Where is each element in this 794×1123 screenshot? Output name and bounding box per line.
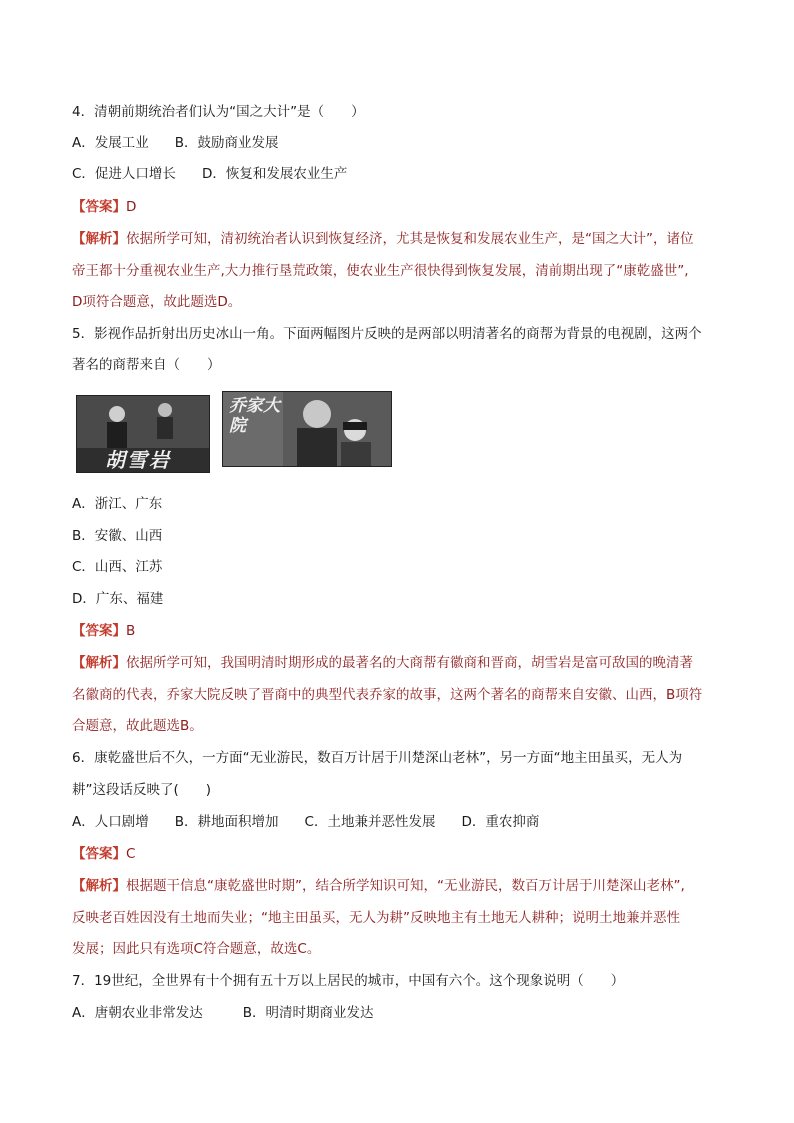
q5-option-a: A．浙江、广东 [72, 496, 163, 512]
poster-right-image [222, 391, 392, 467]
answer-value: D [126, 199, 137, 215]
poster-right-title: 乔家大院 [229, 396, 280, 436]
answer-value: B [126, 623, 136, 639]
q6-options-row [72, 812, 539, 832]
q7-options-row [72, 1003, 374, 1023]
q5-analysis-line3: 合题意，故此题选B。 [72, 718, 203, 734]
q5-stem-line1: 5．影视作品折射出历史冰山一角。下面两幅图片反映的是两部以明清著名的商帮为背景的电视剧，这两个 [72, 326, 702, 342]
q5-stem-line2: 著名的商帮来自（ ） [72, 357, 221, 373]
answer-value: C [126, 846, 136, 862]
q6-analysis-line1: 【解析】根据题干信息“康乾盛世时期”，结合所学知识可知，“无业游民，数百万计居于川楚深山老林”, [72, 878, 685, 894]
q6-answer [72, 844, 135, 864]
analysis-tag: 【解析】 [72, 231, 126, 247]
poster-left-image [76, 395, 210, 473]
answer-tag: 【答案】 [72, 846, 126, 862]
q6-stem-line2: 耕”这段话反映了( ) [72, 782, 212, 798]
q4-option-c: C．促进人口增长 [72, 166, 176, 182]
q4-options-row2 [72, 164, 347, 184]
q4-analysis-line1: 【解析】依据所学可知，清初统治者认识到恢复经济，尤其是恢复和发展农业生产，是“国之大计”，诸位 [72, 231, 694, 247]
q6-analysis-line3: 发展；因此只有选项C符合题意，故选C。 [72, 941, 321, 957]
q6-stem-line1: 6．康乾盛世后不久，一方面“无业游民，数百万计居于川楚深山老林”，另一方面“地主田虽买，无人为 [72, 750, 683, 766]
q4-analysis-line3: D项符合题意，故此题选D。 [72, 294, 242, 310]
q4-option-d: D．恢复和发展农业生产 [201, 166, 348, 182]
q6-option-a: A．人口剧增 [72, 814, 149, 830]
q5-analysis-line2: 名徽商的代表，乔家大院反映了晋商中的典型代表乔家的故事，这两个著名的商帮来自安徽、山西，B项符 [72, 687, 703, 703]
q6-option-c: C．土地兼并恶性发展 [304, 814, 436, 830]
q4-option-b: B．鼓励商业发展 [174, 135, 279, 151]
answer-tag: 【答案】 [72, 623, 126, 639]
q5-option-b: B．安徽、山西 [72, 528, 163, 544]
q5-answer [72, 621, 135, 641]
q4-stem: 4．清朝前期统治者们认为“国之大计”是（ ） [72, 104, 365, 120]
q6-option-b: B．耕地面积增加 [174, 814, 279, 830]
q4-analysis-line2: 帝王都十分重视农业生产,大力推行垦荒政策，使农业生产很快得到恢复发展，清前期出现了“康乾盛世”, [72, 263, 689, 279]
q4-options-row1 [72, 133, 279, 153]
q4-option-a: A．发展工业 [72, 135, 149, 151]
q5-analysis-line1: 【解析】依据所学可知，我国明清时期形成的最著名的大商帮有徽商和晋商，胡雪岩是富可敌国的晚清著 [72, 655, 693, 671]
answer-tag: 【答案】 [72, 199, 126, 215]
q7-option-b: B．明清时期商业发达 [242, 1005, 374, 1021]
q7-stem: 7．19世纪，全世界有十个拥有五十万以上居民的城市，中国有六个。这个现象说明（ ） [72, 973, 625, 989]
analysis-tag: 【解析】 [72, 878, 126, 894]
q5-option-c: C．山西、江苏 [72, 559, 163, 575]
q7-option-a: A．唐朝农业非常发达 [72, 1005, 203, 1021]
q6-analysis-line2: 反映老百姓因没有土地而失业；“地主田虽买，无人为耕”反映地主有土地无人耕种；说明土地兼并恶性 [72, 910, 680, 926]
q6-option-d: D．重农抑商 [461, 814, 540, 830]
analysis-tag: 【解析】 [72, 655, 126, 671]
poster-left-title: 胡雪岩 [105, 448, 171, 472]
q5-option-d: D．广东、福建 [72, 591, 164, 607]
q4-answer [72, 197, 136, 217]
